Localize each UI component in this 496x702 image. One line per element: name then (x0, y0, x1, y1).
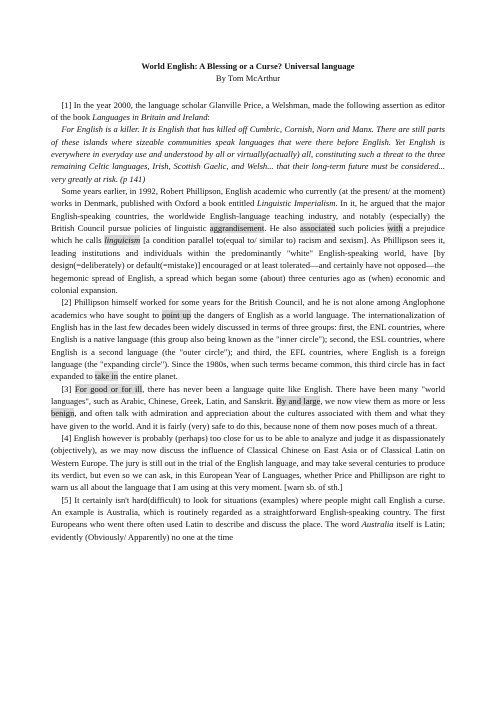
text-run: [3] (61, 383, 75, 394)
text-run: Some years earlier, in 1992, Robert Phillipson, English academic who currently (at the present/ at the moment) works in Denmark, published with Oxford a book entitled (51, 186, 445, 209)
paragraph (51, 432, 445, 494)
highlighted-phrase: with (387, 223, 403, 234)
text-run: a prejudice which he calls (51, 223, 445, 246)
text-run: [5] It certainly isn't hard(difficult) to look for situations (examples) where people might call English a curse. An example is Australia, which is routinely regarded as a straightforward English-speaking country. The first Europeans who went there often used Latin to describe and discuss the place. The word (51, 494, 445, 530)
highlighted-phrase: benign (51, 408, 75, 419)
text-run: , and often talk with admiration and appreciation about the cultures associated with them and what they have given to the world. And it is fairly (very) safe to do this, because none of them now poses much of a threat. (51, 408, 445, 431)
highlighted-phrase: linguicism (104, 235, 141, 246)
paragraph (51, 185, 445, 296)
text-run: , there has never been a language quite like English. There have been many "world languages", such as Arabic, Chinese, Greek, Latin, and Sanskrit. (51, 383, 446, 406)
text-run: [2] Phillipson himself worked for some years for the British Council, and he is not alone among Anglophone academics who have sought to (51, 297, 445, 320)
text-run: [4] English however is probably (perhaps) too close for us to be able to analyze and judge it as dispassionately (objectively), as we may now discuss the influence of Classical Chinese on East Asia or of Classical Latin on Western Europe. The jury is still out in the trial of the English language, and may take several centuries to produce its verdict, but even so we can ask, in this European Year of Languages, whether Price and Phillipson are right to warn us all about the language that I am using at this very moment. [warn sb. of sth.] (51, 432, 445, 493)
italic-text: Linguistic Imperialism (256, 198, 336, 209)
text-run: [1] In the year 2000, the language scholar Glanville Price, a Welshman, made the following assertion as editor of the book (51, 99, 445, 123)
highlighted-phrase: point up (161, 309, 192, 320)
text-run: the dangers of English as a world language. The internationalization of English has in the last few decades been widely discussed in terms of three groups: first, the ENL countries, where English is a native language (this group also being known as the "inner circle"); second, the ESL countries, where English is a second language (the "outer circle"); and third, the EFL countries, where English is a foreign language (the "expanding circle"). Since the 1980s, when such terms became common, this third circle has in fact expanded to (51, 309, 445, 382)
text-run: For English is a killer. It is English that has killed off Cumbric, Cornish, Norn and Manx. There are still parts of these islands where sizeable communities speak languages that were there before English. Yet English is everywhere in everyday use and understood by all or virtually(actually) all, constituting such a threat to the three remaining Celtic languages, Irish, Scottish Gaelic, and Welsh... that their long-term future must be considered... very greatly at risk. (p 141) (51, 124, 445, 184)
italic-text: Australia (361, 519, 394, 530)
text-run: itself is Latin; evidently (Obviously/ Apparently) no one at the time (51, 519, 445, 542)
paragraph (51, 99, 445, 124)
highlighted-phrase: aggrandisement (209, 223, 265, 234)
paragraph (51, 494, 445, 543)
highlighted-phrase: take in (94, 371, 119, 382)
italic-text: Languages in Britain and Ireland (92, 112, 208, 123)
text-run: the entire planet. (118, 371, 178, 382)
document-title: World English: A Blessing or a Curse? Universal language (141, 61, 355, 71)
text-run: , we now view them as more or less (320, 395, 445, 406)
paragraph (51, 383, 445, 432)
quoted-paragraph (51, 123, 445, 185)
document-body (51, 99, 445, 543)
highlighted-phrase: By and large (276, 395, 321, 406)
text-run: such policies (335, 223, 388, 234)
text-run: [a condition parallel to(equal to/ similar to) racism and sexism]. As Phillipson sees it, leading institutions and individuals within the predominantly "white" English-speaking world, have [by design(=deliberately) or default(=mistake)] encouraged or at least tolerated—and certainly have not opposed—the hegemonic spread of English, a spread which began some (about) three centuries ago as (when) economic and colonial expansion. (51, 235, 445, 295)
text-run: . He also (264, 223, 300, 234)
text-run: . In it, he argued that the major English-speaking countries, the worldwide English-language teaching industry, and notably (especially) the British Council pursue policies of linguistic (51, 198, 445, 234)
highlighted-phrase: associated (299, 223, 336, 234)
paragraph (51, 296, 445, 382)
text-run: : (207, 112, 210, 123)
highlighted-phrase: For good or for ill (74, 383, 143, 394)
document-author: By Tom McArthur (215, 73, 281, 84)
